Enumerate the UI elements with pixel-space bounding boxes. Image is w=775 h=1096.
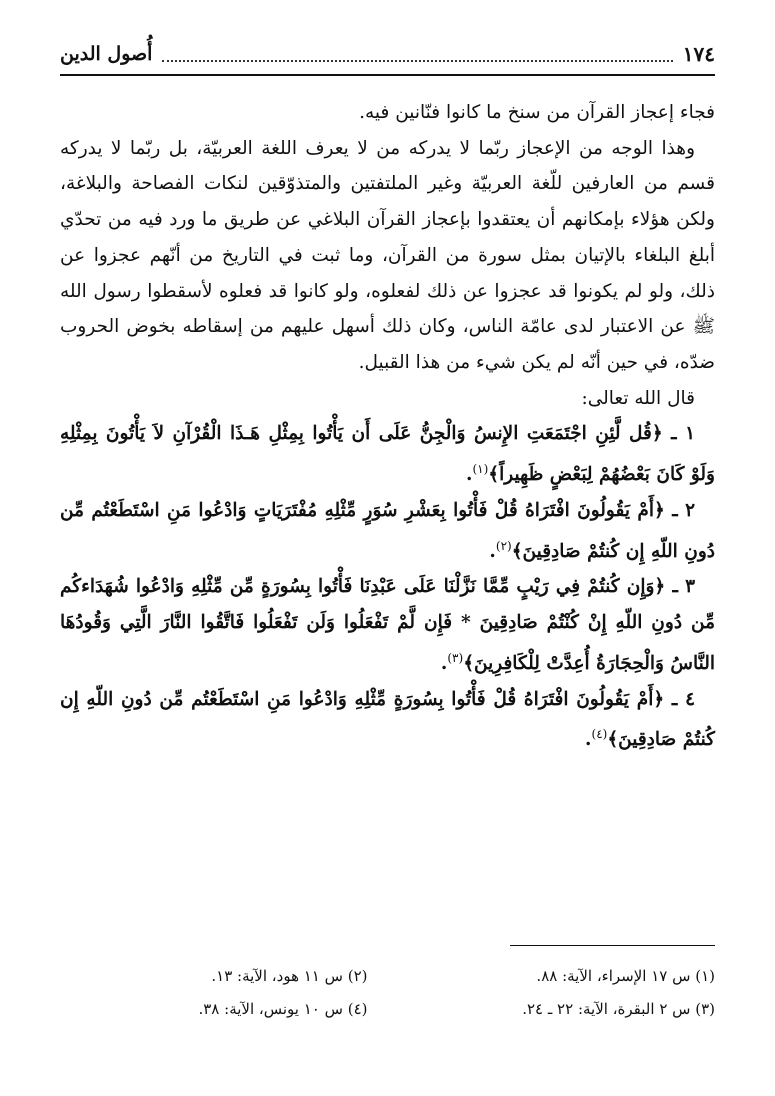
- verse-text: ٣ ـ ﴿وَإِن كُنتُمْ فِي رَيْبٍ مِّمَّا نَزَّلْنَا عَلَى عَبْدِنَا فَأْتُوا بِسُورَةٍ مِّن مِّثْلِهِ وَادْعُوا شُهَدَاءكُم مِّن دُونِ اللّهِ إِنْ كُنْتُمْ صَادِقِينَ * فَإِن لَّمْ تَفْعَلُوا وَلَن تَفْعَلُوا فَاتَّقُوا النَّارَ الَّتِي وَقُودُهَا النَّاسُ وَالْحِجَارَةُ أُعِدَّتْ لِلْكَافِرِينَ﴾: [60, 576, 715, 675]
- footnote-ref: (٤): [591, 727, 608, 742]
- page-header: [60, 34, 715, 76]
- footnote-1: (١) س ١٧ الإسراء، الآية: ٨٨.: [536, 967, 715, 985]
- page-body: [60, 95, 715, 758]
- footnotes: [60, 960, 715, 1026]
- verse-text: ٢ ـ ﴿أَمْ يَقُولُونَ افْتَرَاهُ قُلْ فَأْتُوا بِعَشْرِ سُوَرٍ مِّثْلِهِ مُفْتَرَيَاتٍ وَادْعُوا مَنِ اسْتَطَعْتُم مِّن دُونِ اللّهِ إِن كُنتُمْ صَادِقِينَ﴾: [60, 499, 715, 562]
- paragraph-1: فجاء إعجاز القرآن من سنخ ما كانوا فنّانين فيه.: [359, 102, 715, 123]
- verse-1: ١ ـ ﴿قُل لَّئِنِ اجْتَمَعَتِ الإِنسُ وَالْجِنُّ عَلَى أَن يَأْتُوا بِمِثْلِ هَـذَا الْقُرْآنِ لاَ يَأْتُونَ بِمِثْلِهِ وَلَوْ كَانَ بَعْضُهُمْ لِبَعْضٍ ظَهِيراً﴾$^{(١)}$.: [60, 423, 715, 486]
- footnote-separator: [510, 945, 715, 946]
- footnote-2: (٢) س ١١ هود، الآية: ١٣.: [211, 967, 368, 985]
- page-number: ١٧٤: [682, 42, 715, 66]
- paragraph-2: وهذا الوجه من الإعجاز ربّما لا يدركه من لا يعرف اللغة العربيّة، بل ربّما لا يدركه قسم من العارفين للّغة العربيّة وغير الملتفتين والمتذوّقين لنكات الفصاحة والبلاغة، ولكن هؤلاء بإمكانهم أن يعتقدوا بإعجاز القرآن البلاغي عن طريق ما ورد فيه من تحدّي أبلغ البلغاء بالإتيان بمثل سورة من القرآن، وما ثبت في التاريخ من أنّهم عجزوا عن ذلك، ولو لم يكونوا قد عجزوا عن ذلك لفعلوه، ولو كانوا قد فعلوه لأسقطوا رسول الله ﷺ عن الاعتبار لدى عامّة الناس، وكان ذلك أسهل عليهم من إسقاطه بخوض الحروب ضدّه، في حين أنّه لم يكن شيء من هذا القبيل.: [60, 137, 715, 373]
- verse-3: ٣ ـ ﴿وَإِن كُنتُمْ فِي رَيْبٍ مِّمَّا نَزَّلْنَا عَلَى عَبْدِنَا فَأْتُوا بِسُورَةٍ مِّن مِّثْلِهِ وَادْعُوا شُهَدَاءكُم مِّن دُونِ اللّهِ إِنْ كُنْتُمْ صَادِقِينَ * فَإِن لَّمْ تَفْعَلُوا وَلَن تَفْعَلُوا فَاتَّقُوا النَّارَ الَّتِي وَقُودُهَا النَّاسُ وَالْحِجَارَةُ أُعِدَّتْ لِلْكَافِرِينَ﴾$^{(٣)}$.: [60, 576, 715, 675]
- running-title: أُصول الدين: [60, 43, 153, 65]
- footnote-ref: (٣): [447, 650, 464, 665]
- verse-text: ٤ ـ ﴿أَمْ يَقُولُونَ افْتَرَاهُ قُلْ فَأْتُوا بِسُورَةٍ مِّثْلِهِ وَادْعُوا مَنِ اسْتَطَعْتُم مِّن دُونِ اللّهِ إِن كُنتُمْ صَادِقِينَ﴾: [60, 688, 715, 751]
- footnote-4: (٤) س ١٠ يونس، الآية: ٣٨.: [198, 1000, 368, 1018]
- footnote-ref: (٢): [495, 538, 512, 553]
- footnote-3: (٣) س ٢ البقرة، الآية: ٢٢ ـ ٢٤.: [522, 1000, 715, 1018]
- footnote-ref: (١): [472, 462, 489, 477]
- verse-text: ١ ـ ﴿قُل لَّئِنِ اجْتَمَعَتِ الإِنسُ وَالْجِنُّ عَلَى أَن يَأْتُوا بِمِثْلِ هَـذَا الْقُرْآنِ لاَ يَأْتُونَ بِمِثْلِهِ وَلَوْ كَانَ بَعْضُهُمْ لِبَعْضٍ ظَهِيراً﴾: [60, 423, 715, 486]
- header-leader-dots: [162, 46, 672, 62]
- paragraph-3: قال الله تعالى:: [581, 387, 695, 409]
- verse-4: ٤ ـ ﴿أَمْ يَقُولُونَ افْتَرَاهُ قُلْ فَأْتُوا بِسُورَةٍ مِّثْلِهِ وَادْعُوا مَنِ اسْتَطَعْتُم مِّن دُونِ اللّهِ إِن كُنتُمْ صَادِقِينَ﴾$^{(٤)}$.: [60, 688, 715, 751]
- verse-2: ٢ ـ ﴿أَمْ يَقُولُونَ افْتَرَاهُ قُلْ فَأْتُوا بِعَشْرِ سُوَرٍ مِّثْلِهِ مُفْتَرَيَاتٍ وَادْعُوا مَنِ اسْتَطَعْتُم مِّن دُونِ اللّهِ إِن كُنتُمْ صَادِقِينَ﴾$^{(٢)}$.: [60, 499, 715, 562]
